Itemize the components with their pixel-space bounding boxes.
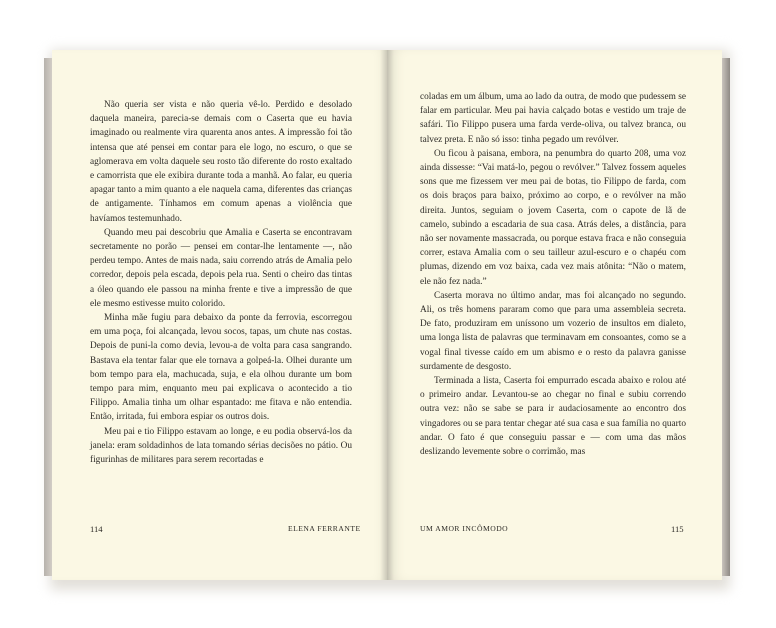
left-page-text [90, 98, 352, 467]
paragraph: Não queria ser vista e não queria vê-lo. Perdido e desolado daquela maneira, parecia-se demais com o Caserta que eu havia imaginado ou realmente vira quarenta anos antes. A impressão foi tão intensa que até pensei em contar para ele logo, no escuro, o que se aglomerava em volta daquele seu rosto tão diferente do rosto exaltado e camorrista que ele exibira durante toda a manhã. Ao falar, eu queria apagar tanto a mim quanto a ele naquela cama, diferentes das crianças de antigamente. Tínhamos em comum apenas a violência que havíamos testemunhado. [90, 100, 352, 224]
right-page-edge [722, 58, 730, 576]
paragraph: Caserta morava no último andar, mas foi alcançado no segundo. Ali, os três homens pararam como que para uma assembleia secreta. De fato, produziram em uníssono um vozerio de insultos em dialeto, uma longa lista de palavras que terminavam em consoantes, como se a vogal final tivesse caído em um abismo e o resto da palavra ganisse surdamente de desgosto. [420, 290, 686, 372]
left-page-number: 114 [90, 524, 103, 534]
paragraph: Ou ficou à paisana, embora, na penumbra do quarto 208, uma voz ainda dissesse: “Vai matá-lo, pegou o revólver.” Talvez fossem aqueles sons que me fizessem ver meu pai de botas, tio Filippo de farda, com os dois braços para baixo, próximo ao corpo, e o revólver na mão direita. Juntos, seguiam o jovem Caserta, com o capote de lã de camelo, subindo a escadaria de sua casa. Atrás deles, a distância, para não ser novamente massacrada, ou porque estava fraca e não conseguia correr, estava Amalia com o seu tailleur azul-escuro e o chapéu com plumas, dizendo em voz baixa, cada vez mais atônita: “Não o matem, ele não fez nada.” [420, 148, 686, 287]
paragraph: coladas em um álbum, uma ao lado da outra, de modo que pudessem se falar em particular. Meu pai havia calçado botas e vestido um traje de safári. Tio Filippo pusera uma farda verde-oliva, ou talvez branca, ou talvez preta. E não só isso: tinha pegado um revólver. [420, 92, 686, 145]
paragraph: Quando meu pai descobriu que Amalia e Caserta se encontravam secretamente no porão — pensei em contar-lhe lentamente —, não perdeu tempo. Antes de mais nada, saiu correndo atrás de Amalia pelo corredor, depois pela escada, depois pela rua. Senti o cheiro das tintas a óleo quando ele passou na minha frente e tive a impressão de que ele mesmo estivesse muito colorido. [90, 227, 352, 309]
right-page-text [420, 90, 686, 459]
right-page-number: 115 [671, 524, 684, 534]
paragraph: Terminada a lista, Caserta foi empurrado escada abaixo e rolou até o primeiro andar. Levantou-se ao chegar no final e subiu correndo outra vez: não se sabe se para ir audaciosamente ao encontro dos vingadores ou se para tentar chegar até sua casa e sua família no quarto andar. O fato é que conseguiu passar e — com uma das mãos deslizando levemente sobre o corrimão, mas [420, 376, 686, 458]
right-running-head: UM AMOR INCÔMODO [420, 524, 509, 533]
left-running-head: ELENA FERRANTE [288, 524, 361, 533]
paragraph: Minha mãe fugiu para debaixo da ponte da ferrovia, escorregou em uma poça, foi alcançada, levou socos, tapas, um chute nas costas. Depois de puni-la como devia, levou-a de volta para casa sangrando. Bastava ela tentar falar que ele tornava a golpeá-la. Olhei durante um bom tempo para ela, machucada, suja, e ela olhou durante um bom tempo para mim, enquanto meu pai explicava o acontecido a tio Filippo. Amalia tinha um olhar espantado: me fitava e não entendia. Então, irritada, fui embora espiar os outros dois. [90, 313, 352, 423]
paragraph: Meu pai e tio Filippo estavam ao longe, e eu podia observá-los da janela: eram soldadinhos de lata tomando sérias decisões no pátio. Ou figurinhas de militares para serem recortadas e [90, 426, 352, 466]
book-gutter [380, 50, 394, 580]
left-page-edge [44, 58, 52, 576]
